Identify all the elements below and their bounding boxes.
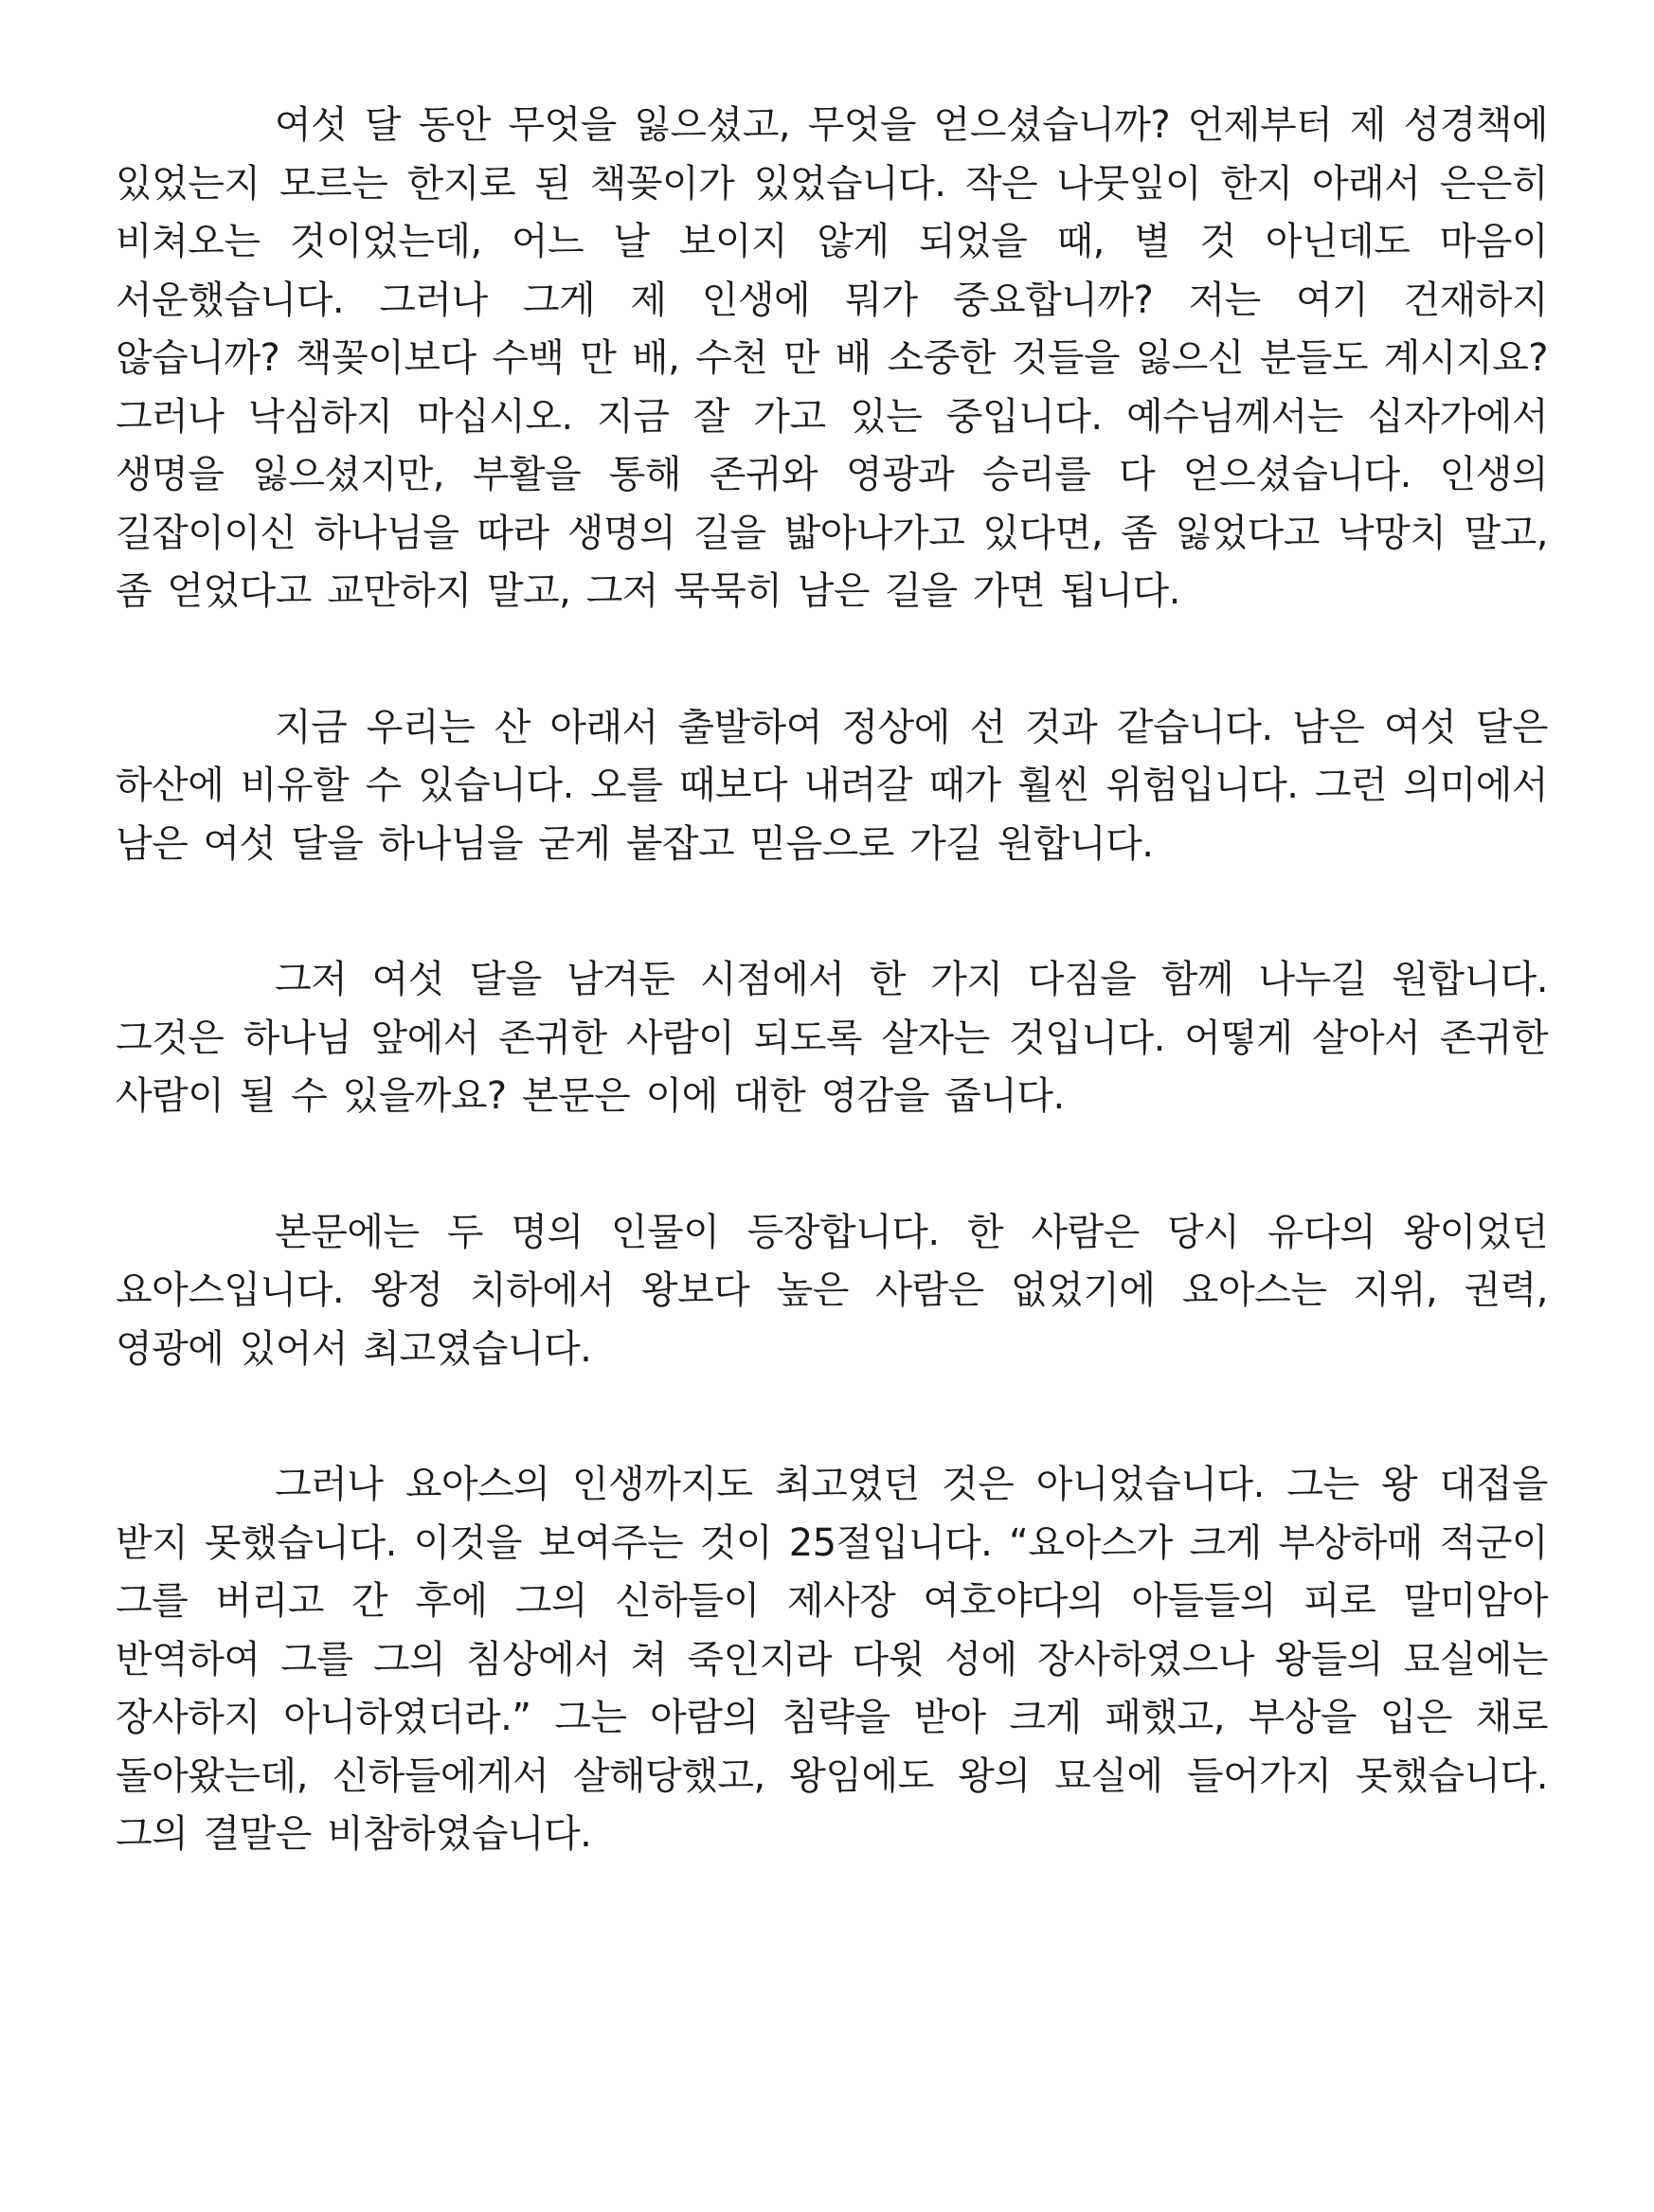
paragraph: 여섯 달 동안 무엇을 잃으셨고, 무엇을 얻으셨습니까? 언제부터 제 성경책에 있었는지 모르는 한지로 된 책꽂이가 있었습니다. 작은 나뭇잎이 한지 아래서 은은히 비쳐오는 것이었는데, 어느 날 보이지 않게 되었을 때, 별 것 아닌데도 마음이 서운했습니다. 그러나 그게 제 인생에 뭐가 중요합니까? 저는 여기 건재하지 않습니까? 책꽂이보다 수백 만 배, 수천 만 배 소중한 것들을 잃으신 분들도 계시지요? 그러나 낙심하지 마십시오. 지금 잘 가고 있는 중입니다. 예수님께서는 십자가에서 생명을 잃으셨지만, 부활을 통해 존귀와 영광과 승리를 다 얻으셨습니다. 인생의 길잡이이신 하나님을 따라 생명의 길을 밟아나가고 있다면, 좀 잃었다고 낙망치 말고, 좀 얻었다고 교만하지 말고, 그저 묵묵히 남은 길을 가면 됩니다. (116, 103, 1548, 613)
paragraph: 지금 우리는 산 아래서 출발하여 정상에 선 것과 같습니다. 남은 여섯 달은 하산에 비유할 수 있습니다. 오를 때보다 내려갈 때가 훨씬 위험입니다. 그런 의미에서 남은 여섯 달을 하나님을 굳게 붙잡고 믿음으로 가길 원합니다. (116, 705, 1548, 866)
document-body (116, 97, 1548, 1864)
paragraph: 본문에는 두 명의 인물이 등장합니다. 한 사람은 당시 유다의 왕이었던 요아스입니다. 왕정 치하에서 왕보다 높은 사람은 없었기에 요아스는 지위, 권력, 영광에 있어서 최고였습니다. (116, 1210, 1548, 1371)
paragraph: 그러나 요아스의 인생까지도 최고였던 것은 아니었습니다. 그는 왕 대접을 받지 못했습니다. 이것을 보여주는 것이 25절입니다. “요아스가 크게 부상하매 적군이 그를 버리고 간 후에 그의 신하들이 제사장 여호야다의 아들들의 피로 말미암아 반역하여 그를 그의 침상에서 쳐 죽인지라 다윗 성에 장사하였으나 왕들의 묘실에는 장사하지 아니하였더라.” 그는 아람의 침략을 받아 크게 패했고, 부상을 입은 채로 돌아왔는데, 신하들에게서 살해당했고, 왕임에도 왕의 묘실에 들어가지 못했습니다. 그의 결말은 비참하였습니다. (116, 1463, 1548, 1856)
paragraph: 그저 여섯 달을 남겨둔 시점에서 한 가지 다짐을 함께 나누길 원합니다. 그것은 하나님 앞에서 존귀한 사람이 되도록 살자는 것입니다. 어떻게 살아서 존귀한 사람이 될 수 있을까요? 본문은 이에 대한 영감을 줍니다. (116, 958, 1548, 1118)
